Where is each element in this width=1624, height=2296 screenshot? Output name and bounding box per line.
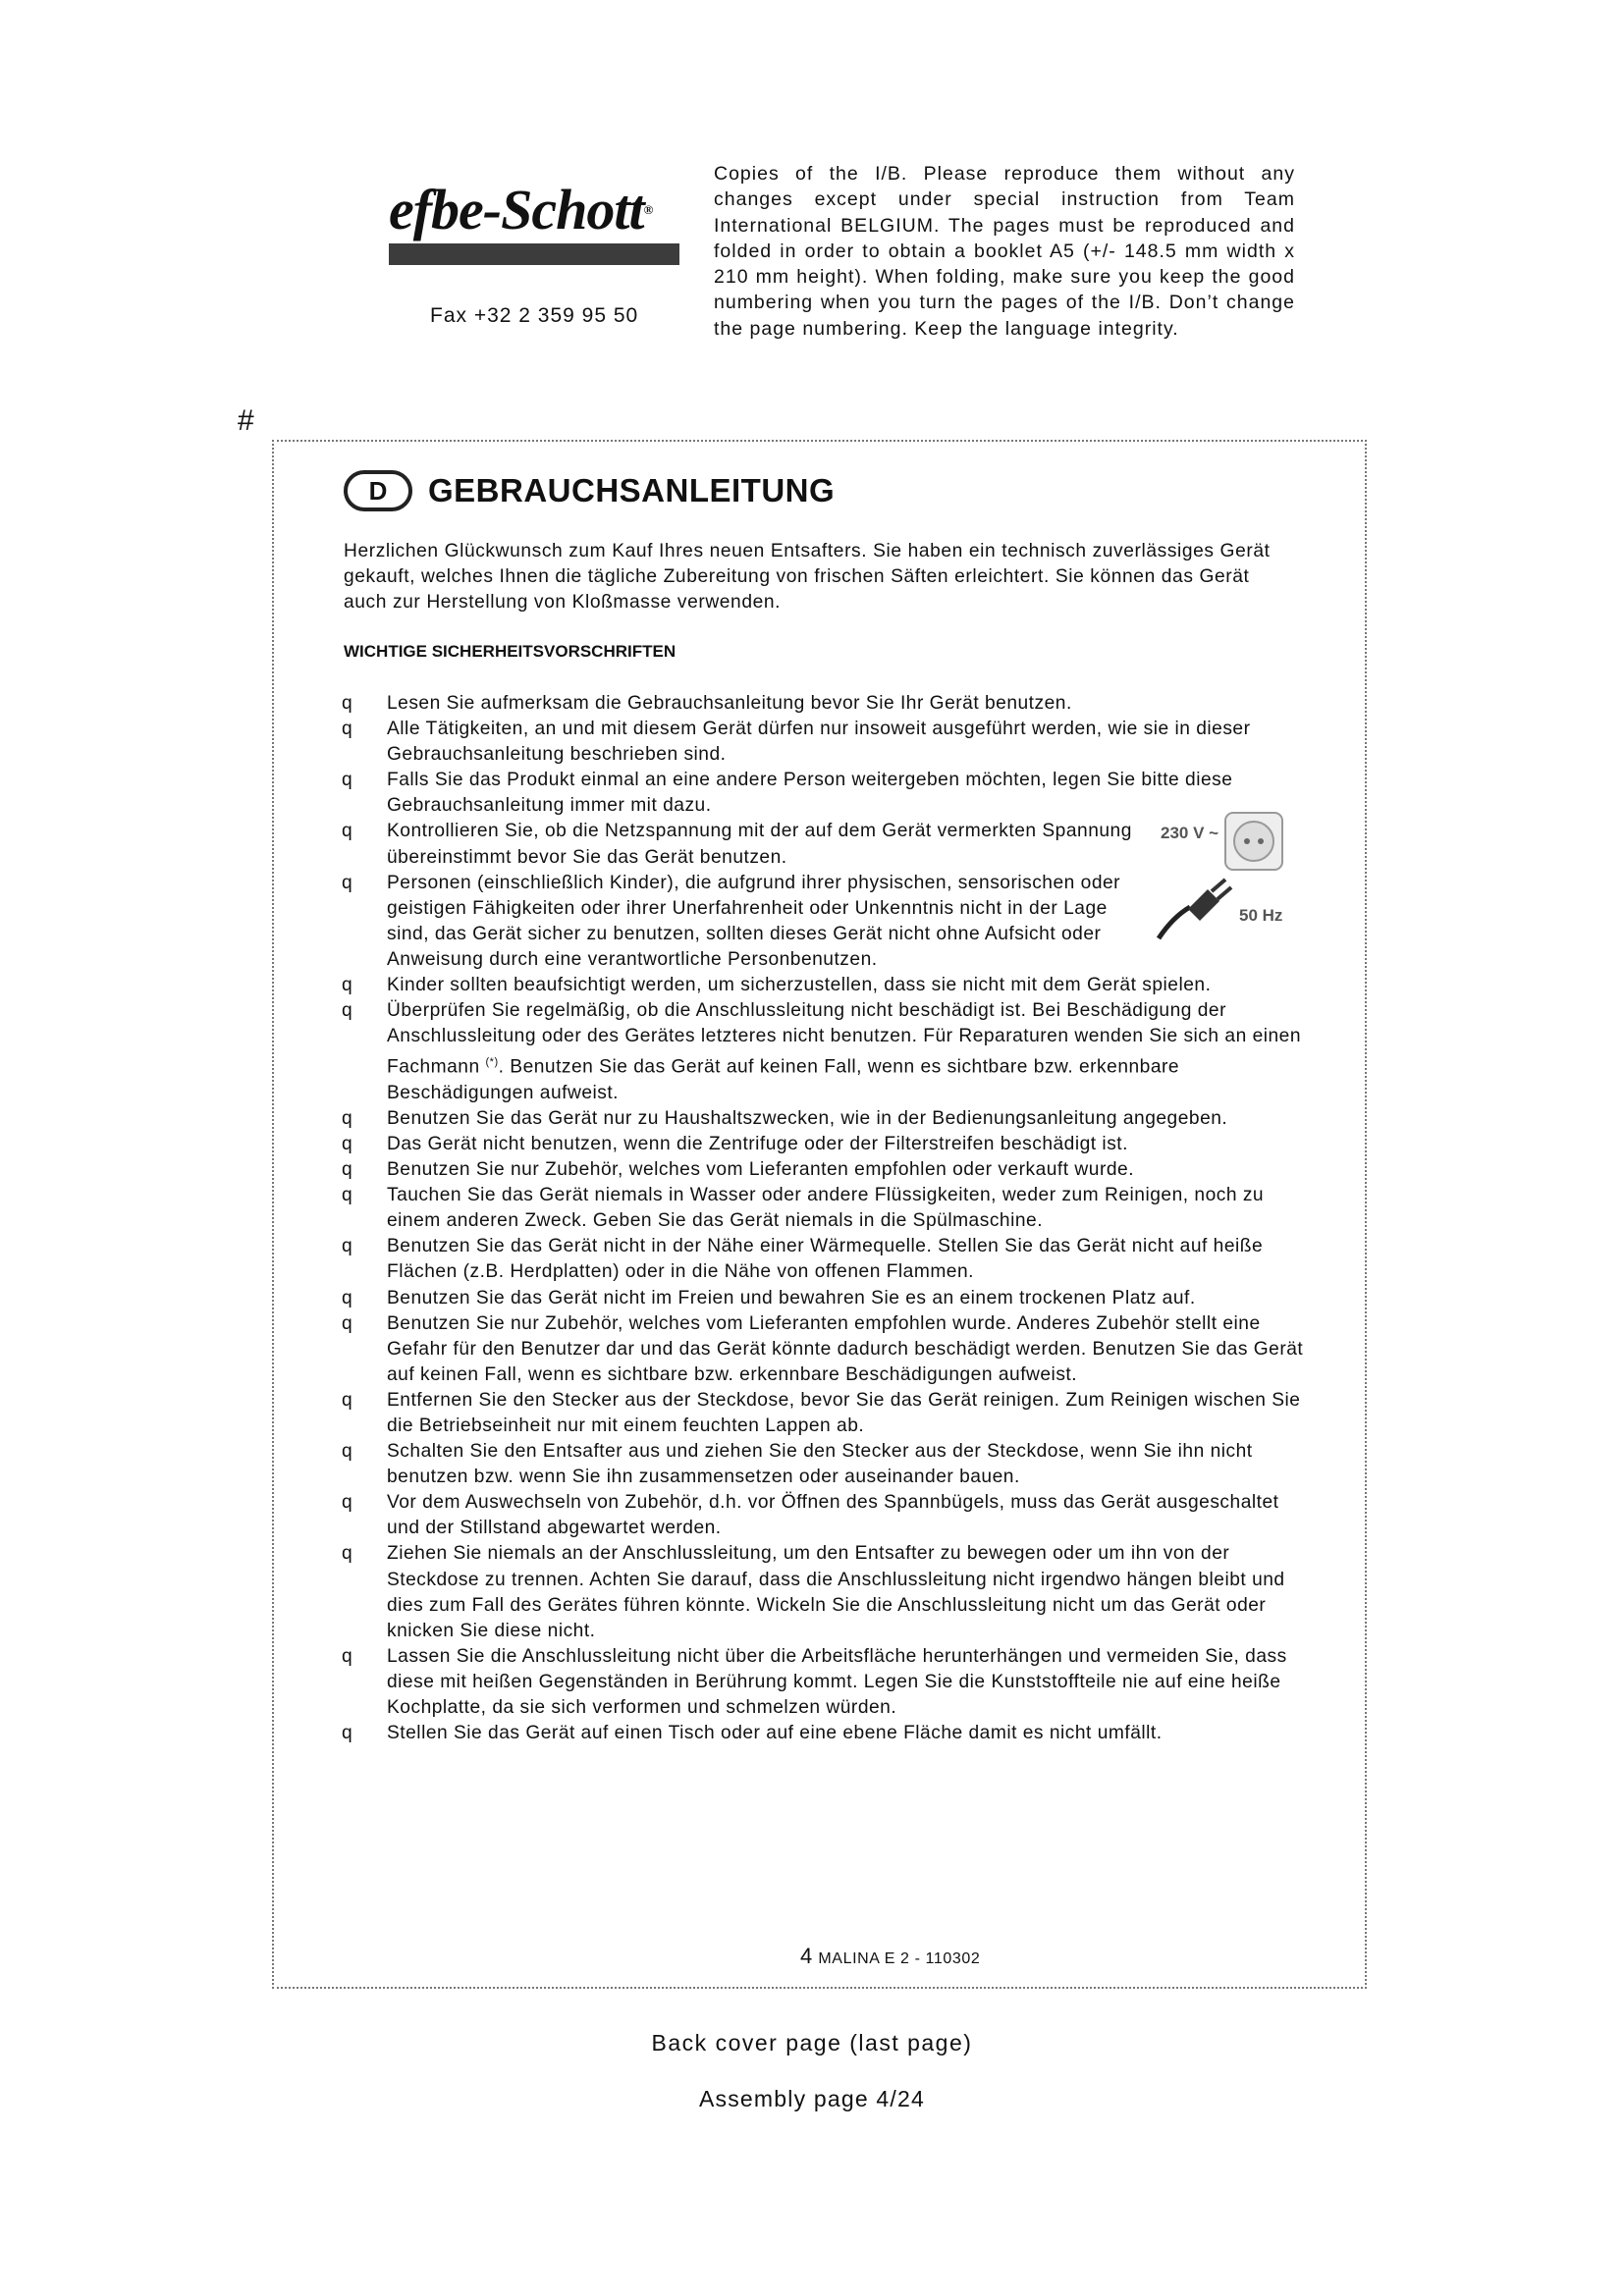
bullet-marker: q — [342, 1133, 353, 1154]
list-item: q Lassen Sie die Anschlussleitung nicht über die Arbeitsfläche herunterhängen und vermeiden Sie, dass diese mit heißen Gegenständen in Berührung kommt. Legen Sie die Kunststoffteile nie auf eine heiße Kochplatte, da sie sich verformen und schmelzen würden. — [342, 1645, 1287, 1719]
brand-logo — [389, 178, 687, 269]
bullet-marker: q — [342, 1645, 353, 1667]
bullet-marker: q — [342, 1236, 353, 1257]
list-item: q Das Gerät nicht benutzen, wenn die Zentrifuge oder der Filterstreifen beschädigt ist. — [342, 1132, 1304, 1157]
plug-body — [1188, 889, 1219, 921]
plug-socket-icon — [1149, 811, 1296, 958]
bullet-marker: q — [342, 1312, 353, 1334]
list-item: q Benutzen Sie nur Zubehör, welches vom Lieferanten empfohlen wurde. Anderes Zubehör stellt eine Gefahr für den Benutzer dar und das Gerät könnte dadurch beschädigt werden. Benutzen Sie das Gerät auf keinen Fall, wenn es sichtbare bzw. erkennbare Beschädigungen aufweist. — [342, 1312, 1304, 1385]
model-code: MALINA E 2 - 110302 — [818, 1950, 981, 1967]
bullet-marker: q — [342, 1723, 353, 1744]
list-item: q Vor dem Auswechseln von Zubehör, d.h. vor Öffnen des Spannbügels, muss das Gerät ausgeschaltet und der Stillstand abgewartet werden. — [342, 1492, 1279, 1539]
list-item: q Überprüfen Sie regelmäßig, ob die Anschlussleitung nicht beschädigt ist. Bei Beschädigung der Anschlussleitung oder des Gerätes letzteres nicht benutzen. Für Reparaturen wenden Sie sich an einen Fachmann (*). Benutzen Sie das Gerät auf keinen Fall, wenn es sichtbare bzw. erkennbare Beschädigungen aufweist. — [342, 1000, 1302, 1103]
list-item: q Schalten Sie den Entsafter aus und ziehen Sie den Stecker aus der Steckdose, wenn Sie ihn nicht benutzen bzw. wenn Sie ihn zusammensetzen oder auseinander bauen. — [342, 1441, 1253, 1488]
footnote-marker: (*) — [485, 1056, 499, 1069]
logo-bar — [389, 243, 679, 265]
list-item: q Benutzen Sie nur Zubehör, welches vom Lieferanten empfohlen oder verkauft wurde. — [342, 1157, 1304, 1183]
bullet-marker: q — [342, 1159, 353, 1181]
plug-pin-top — [1212, 880, 1225, 891]
voltage-label: 230 V ~ — [1161, 824, 1219, 842]
list-item: q Stellen Sie das Gerät auf einen Tisch oder auf eine ebene Fläche damit es nicht umfällt. — [342, 1721, 1304, 1746]
plug-pin-bottom — [1218, 887, 1231, 899]
bullet-marker: q — [342, 1543, 353, 1565]
page-number: 4 — [800, 1944, 813, 1968]
assembly-page-note: Assembly page 4/24 — [698, 2086, 925, 2111]
list-item: q Kinder sollten beaufsichtigt werden, um sicherzustellen, dass sie nicht mit dem Gerät spielen. — [342, 973, 1304, 998]
list-item: q Benutzen Sie das Gerät nicht im Freien und bewahren Sie es an einem trockenen Platz auf. — [342, 1286, 1304, 1311]
page-marker: # — [238, 404, 254, 437]
bullet-marker: q — [342, 719, 353, 740]
socket-hole-left — [1244, 838, 1250, 844]
safety-heading: WICHTIGE SICHERHEITSVORSCHRIFTEN — [344, 642, 677, 661]
bullet-marker: q — [342, 1000, 353, 1022]
frequency-label: 50 Hz — [1239, 906, 1283, 925]
plug-cable — [1159, 907, 1190, 938]
bullet-marker: q — [342, 872, 353, 893]
list-item: q Benutzen Sie das Gerät nur zu Haushaltszwecken, wie in der Bedienungsanleitung angegeben. — [342, 1106, 1304, 1132]
back-cover-note: Back cover page (last page) — [651, 2030, 973, 2056]
bullet-marker: q — [342, 693, 353, 714]
list-item: q Kontrollieren Sie, ob die Netzspannung mit der auf dem Gerät vermerkten Spannung übereinstimmt bevor Sie das Gerät benutzen. — [342, 821, 1132, 868]
manual-title-row — [344, 465, 835, 516]
bullet-marker: q — [342, 770, 353, 791]
page-footer — [800, 1944, 980, 1969]
list-item: q Lesen Sie aufmerksam die Gebrauchsanleitung bevor Sie Ihr Gerät benutzen. — [342, 691, 1304, 717]
bullet-marker: q — [342, 1389, 353, 1411]
copy-instructions: Copies of the I/B. Please reproduce them without any changes except under special instruction from Team International BELGIUM. The pages must be reproduced and folded in order to obtain a booklet A5 (+/- 148.5 mm width x 210 mm height). When folding, make sure you keep the good numbering when you turn the pages of the I/B. Don’t change the page numbering. Keep the language integrity. — [714, 163, 1295, 340]
list-item: q Tauchen Sie das Gerät niemals in Wasser oder andere Flüssigkeiten, weder zum Reinigen, noch zu einem anderen Zweck. Geben Sie das Gerät niemals in die Spülmaschine. — [342, 1185, 1265, 1232]
manual-title: GEBRAUCHSANLEITUNG — [428, 472, 836, 508]
list-item: q Benutzen Sie das Gerät nicht in der Nähe einer Wärmequelle. Stellen Sie das Gerät nicht auf heiße Flächen (z.B. Herdplatten) oder in die Nähe von offenen Flammen. — [342, 1236, 1264, 1283]
bullet-marker: q — [342, 1185, 353, 1206]
intro-paragraph: Herzlichen Glückwunsch zum Kauf Ihres neuen Entsafters. Sie haben ein technisch zuverlässiges Gerät gekauft, welches Ihnen die tägliche Zubereitung von frischen Säften erleichtert. Sie können das Gerät auch zur Herstellung von Kloßmasse verwenden. — [344, 541, 1271, 613]
list-item: q Falls Sie das Produkt einmal an eine andere Person weitergeben möchten, legen Sie bitte diese Gebrauchsanleitung immer mit dazu. — [342, 770, 1233, 817]
list-item: q Alle Tätigkeiten, an und mit diesem Gerät dürfen nur insoweit ausgeführt werden, wie sie in dieser Gebrauchsanleitung beschrieben sind. — [342, 719, 1251, 766]
bullet-marker: q — [342, 1492, 353, 1514]
list-item: q Ziehen Sie niemals an der Anschlussleitung, um den Entsafter zu bewegen oder um ihn von der Steckdose zu trennen. Achten Sie darauf, dass die Anschlussleitung nicht irgendwo hängen bleibt und dies zum Fall des Gerätes führen könnte. Wickeln Sie die Anschlussleitung nicht um das Gerät oder knicken Sie diese nicht. — [342, 1543, 1285, 1641]
bullet-marker: q — [342, 1107, 353, 1129]
bullet-marker: q — [342, 1441, 353, 1463]
logo-wordmark: efbe-Schott® — [389, 178, 653, 241]
language-badge: D — [344, 470, 412, 511]
socket-hole-right — [1258, 838, 1264, 844]
bullet-marker: q — [342, 1287, 353, 1308]
list-item: q Personen (einschließlich Kinder), die aufgrund ihrer physischen, sensorischen oder geistigen Fähigkeiten oder ihrer Unerfahrenheit oder Unkenntnis nicht in der Lage sind, das Gerät sicher zu benutzen, sollten dieses Gerät nicht ohne Aufsicht oder Anweisung durch eine verantwortliche Personbenutzen. — [342, 872, 1121, 970]
fax-number: Fax +32 2 359 95 50 — [430, 304, 639, 327]
bullet-marker: q — [342, 821, 353, 842]
socket-face — [1234, 822, 1273, 861]
bullet-marker: q — [342, 975, 353, 996]
list-item: q Entfernen Sie den Stecker aus der Steckdose, bevor Sie das Gerät reinigen. Zum Reinigen wischen Sie die Betriebseinheit nur mit einem feuchten Lappen ab. — [342, 1389, 1301, 1437]
voltage-illustration — [1149, 811, 1296, 958]
